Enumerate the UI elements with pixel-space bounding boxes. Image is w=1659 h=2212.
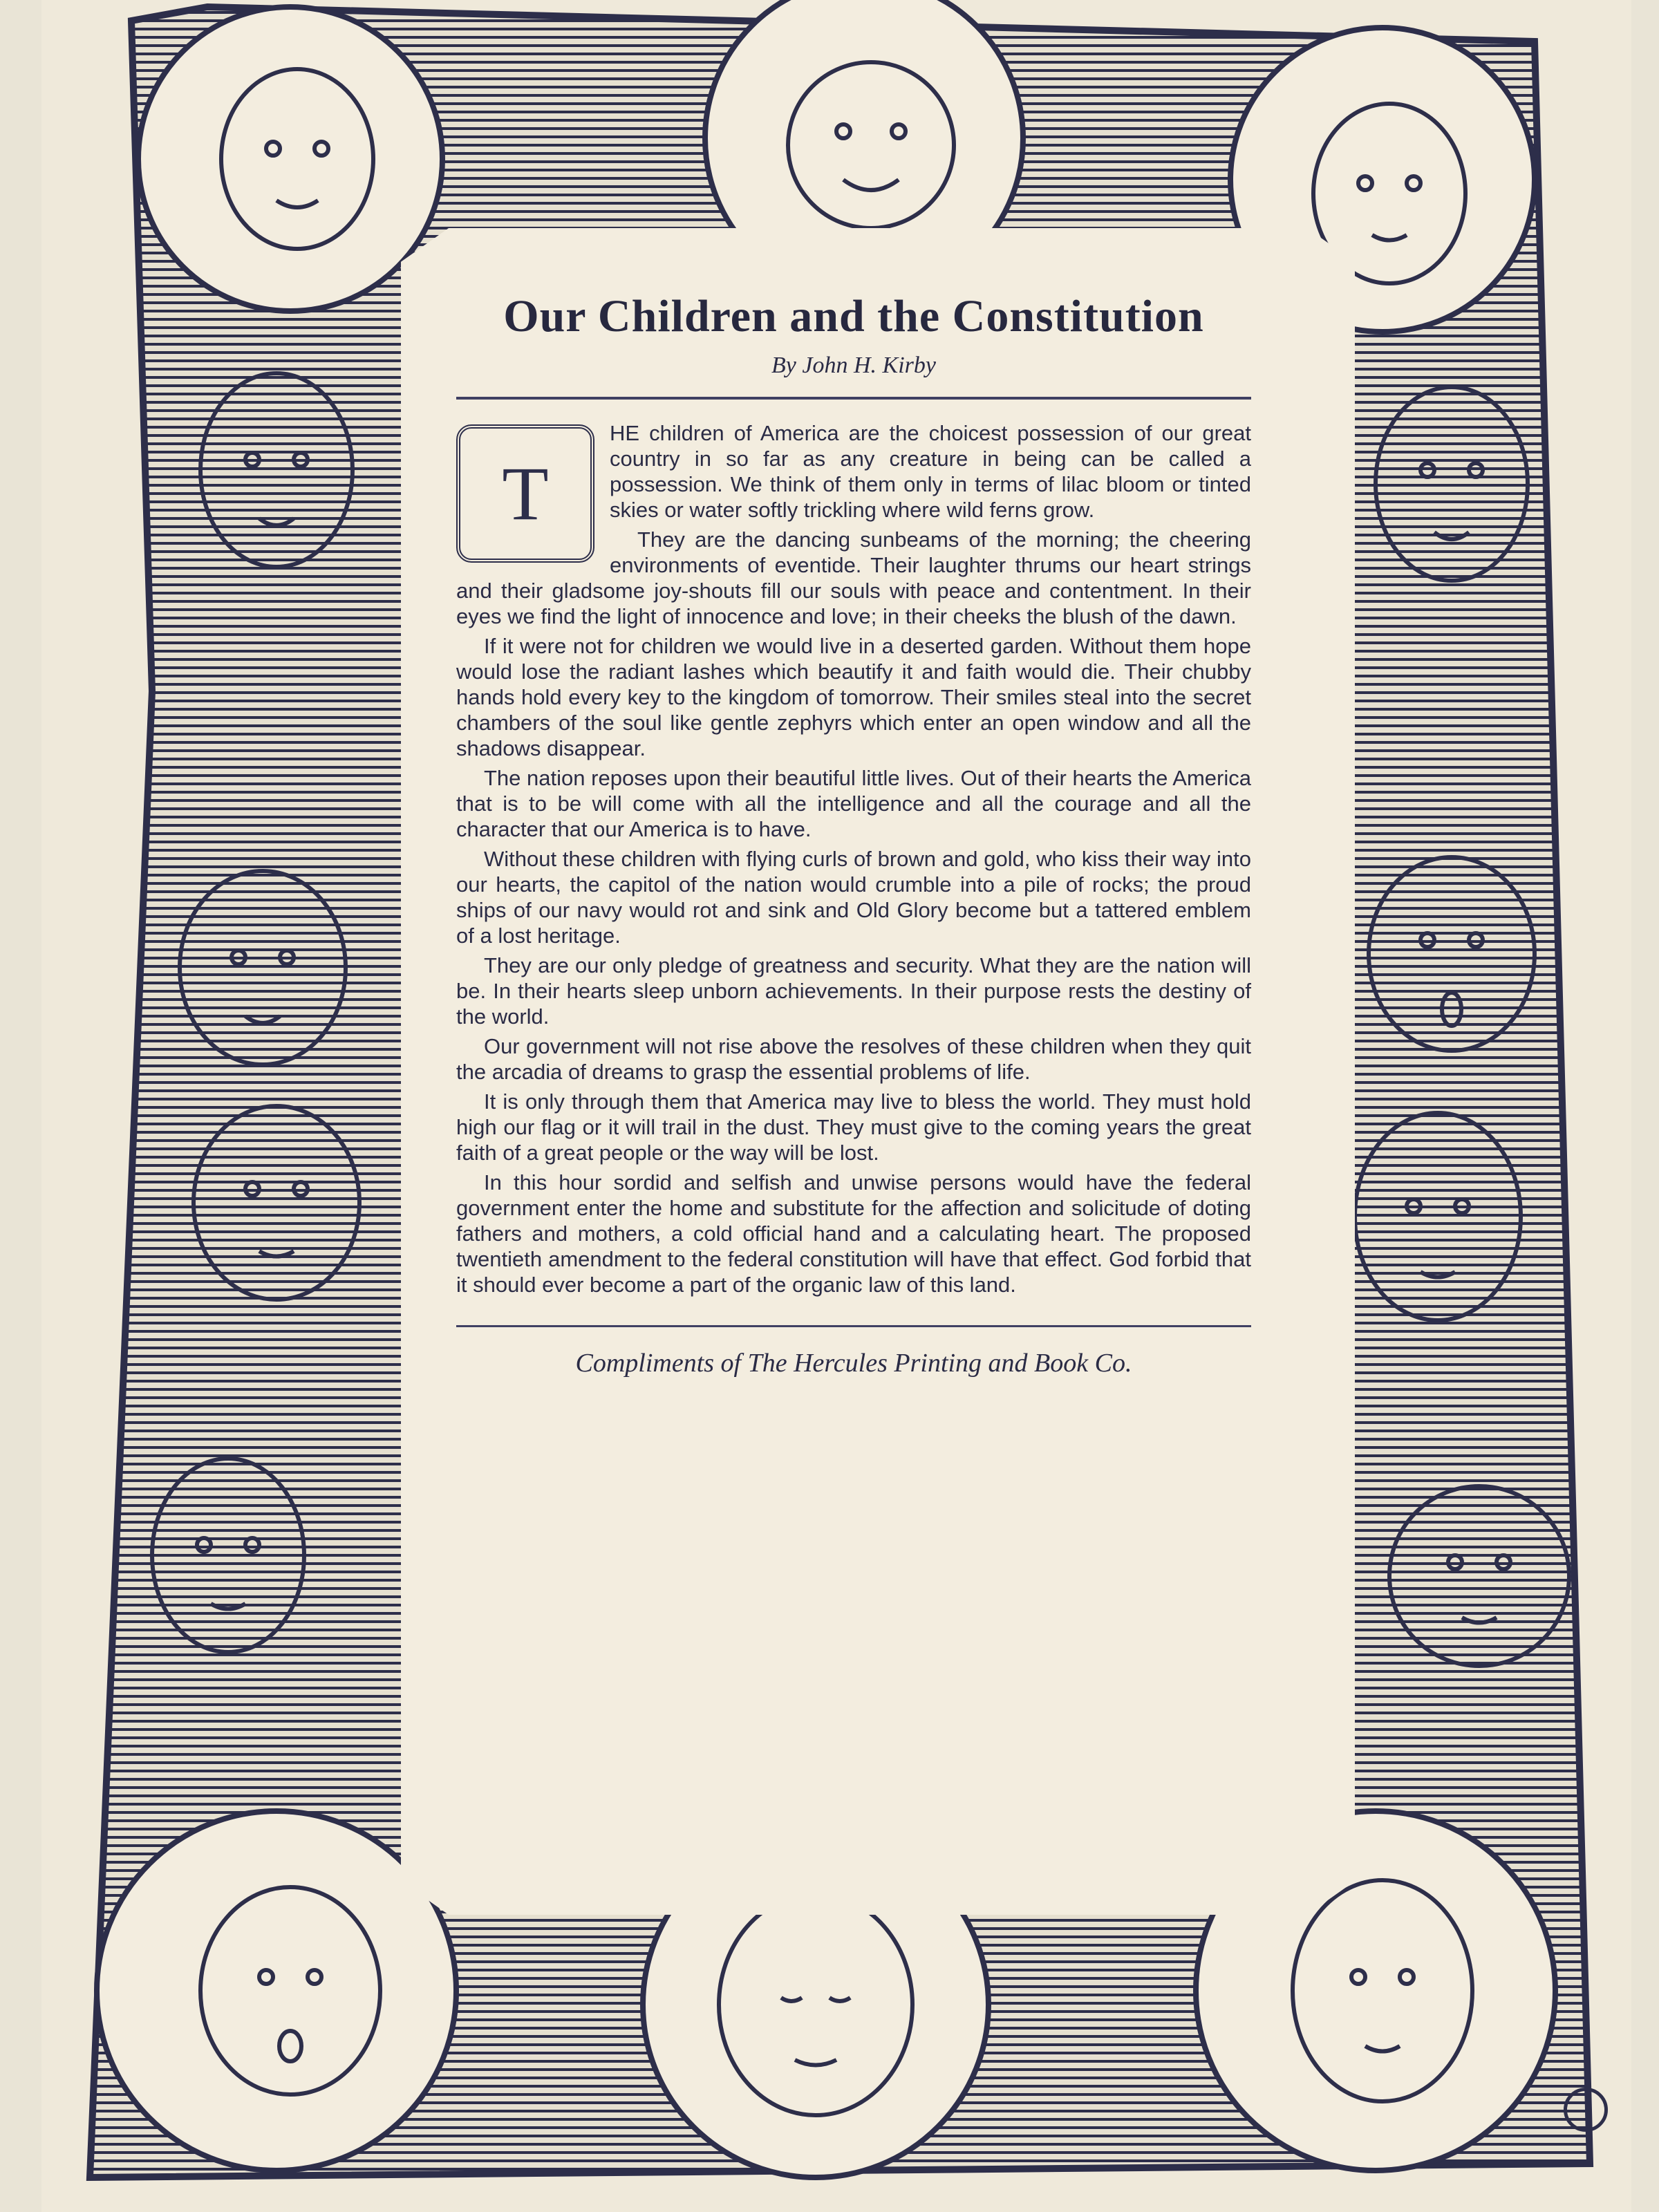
paragraph-9: In this hour sordid and selfish and unwise persons would have the federal government enter the home and substitute for the affection and solicitude of doting fathers and mothers, a cold official hand and a calculating heart. The proposed twentieth amendment to the federal constitution will have that effect. God forbid that it should ever become a part of the organic law of this land. — [456, 1170, 1251, 1297]
paragraph-3: If it were not for children we would live in a deserted garden. Without them hope would lose the radiant lashes which beautify it and faith would die. Their chubby hands hold every key to the kingdom of tomorrow. Their smiles steal into the secret chambers of the soul like gentle zephyrs which enter an open window and all the shadows disappear. — [456, 634, 1251, 760]
paragraph-1 — [456, 420, 1251, 536]
page-title: Our Children and the Constitution — [503, 291, 1204, 341]
byline: By John H. Kirby — [771, 353, 936, 378]
printer-credit: Compliments of The Hercules Printing and Book Co. — [575, 1349, 1132, 1378]
paragraph-5: Without these children with flying curls of brown and gold, who kiss their way into our hearts, the capitol of the nation would crumble into a pile of rocks; the proud ships of our navy would rot and sink and Old Glory become but a tattered emblem of a lost heritage. — [456, 847, 1251, 948]
paragraph-2: They are the dancing sunbeams of the morning; the cheering environments of eventide. Their laughter thrums our heart strings and their gladsome joy-shouts fill our souls with peace and contentment. In their eyes we find the light of innocence and love; in their cheeks the blush of the dawn. — [456, 527, 1251, 628]
title-divider — [456, 397, 1251, 400]
paragraph-8: It is only through them that America may live to bless the world. They must hold high our flag or it will trail in the dust. They must give to the coming years the great faith of a great people or the way will be lost. — [456, 1089, 1251, 1165]
paragraph-6: They are our only pledge of greatness and security. What they are the nation will be. In their hearts sleep unborn achievements. In their purpose rests the destiny of the world. — [456, 953, 1251, 1029]
paragraph-text: HE children of America are the choicest possession of our great country in so far as any creature in being can be called a possession. We think of them only in terms of lilac bloom or tinted skies or water softly trickling where wild ferns grow. — [610, 421, 1251, 522]
paragraph-4: The nation reposes upon their beautiful little lives. Out of their hearts the America that is to be will come with all the intelligence and all the courage and all the character that our America is to have. — [456, 766, 1251, 841]
article — [456, 290, 1251, 1378]
corner-medallion-top-left — [138, 7, 442, 311]
union-label-icon — [1564, 2088, 1608, 2132]
footer-divider — [456, 1325, 1251, 1327]
paragraph-7: Our government will not rise above the resolves of these children when they quit the arcadia of dreams to grasp the essential problems of life. — [456, 1034, 1251, 1084]
drop-cap: T — [456, 424, 594, 563]
